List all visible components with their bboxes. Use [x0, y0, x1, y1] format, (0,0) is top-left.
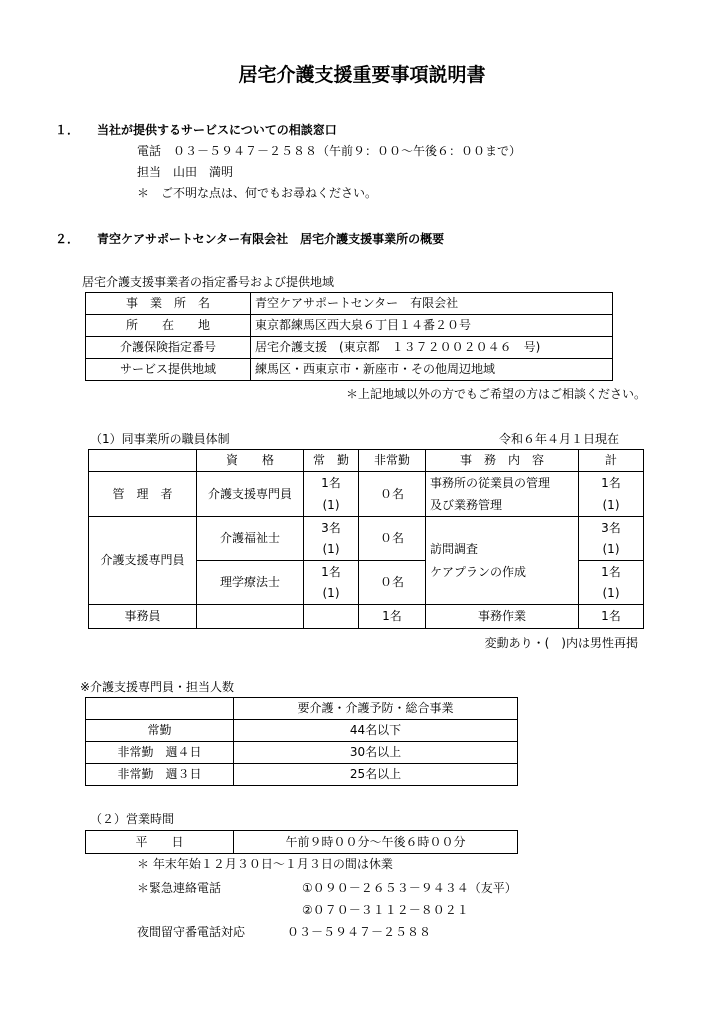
- manager-fulltime-male: (1): [322, 497, 340, 512]
- caseload-row: [86, 720, 518, 742]
- header-parttime: 非常勤: [359, 450, 426, 472]
- caseload-table: [85, 697, 518, 786]
- holiday-note: ＊ 年末年始１２月３０日～１月３日の間は休業: [137, 857, 393, 871]
- clerk-qualification: [197, 605, 304, 629]
- caseload-label-fulltime: 常勤: [86, 720, 234, 742]
- office-label-area: サービス提供地域: [86, 359, 251, 381]
- staff-caption: （1）同事業所の職員体制: [90, 432, 230, 446]
- section-2-heading: 青空ケアサポートセンター有限会社 居宅介護支援事業所の概要: [97, 232, 445, 246]
- manager-total: 1名: [601, 475, 621, 490]
- staff-date: 令和６年４月１日現在: [498, 432, 619, 446]
- office-value-name: 青空ケアサポートセンター 有限会社: [251, 293, 613, 315]
- header-total: 計: [579, 450, 644, 472]
- caseload-value-part4: 30名以上: [234, 742, 518, 764]
- specialist-parttime-1: ０名: [359, 517, 426, 561]
- office-label-number: 介護保険指定番号: [86, 337, 251, 359]
- emergency-label: ＊緊急連絡電話: [137, 881, 222, 895]
- office-value-area: 練馬区・西東京市・新座市・その他周辺地域: [251, 359, 613, 381]
- section-1-number: １．: [55, 123, 80, 137]
- staff-row-specialist-1: [89, 517, 644, 561]
- caseload-row: [86, 764, 518, 786]
- staff-table: [88, 449, 644, 629]
- section-1-heading: 当社が提供するサービスについての相談窓口: [97, 123, 337, 137]
- hours-label: 平 日: [86, 831, 234, 854]
- office-table: [85, 292, 613, 381]
- staff-header-row: [89, 450, 644, 472]
- manager-parttime: ０名: [359, 472, 426, 517]
- hours-value: 午前９時００分～午後６時００分: [234, 831, 518, 854]
- caseload-header: 要介護・介護予防・総合事業: [234, 698, 518, 720]
- caseload-label-part4: 非常勤 週４日: [86, 742, 234, 764]
- specialist-total-male-2: (1): [602, 586, 620, 601]
- emergency-phone-2: ②０７０－３１１２－８０２１: [302, 903, 469, 917]
- clerk-parttime: 1名: [359, 605, 426, 629]
- page-title: 居宅介護支援重要事項説明書: [238, 64, 486, 86]
- clerk-fulltime: [304, 605, 359, 629]
- specialist-duty-2: ケアプランの作成: [430, 564, 527, 579]
- manager-total-male: (1): [602, 497, 620, 512]
- caseload-row: [86, 742, 518, 764]
- caseload-value-fulltime: 44名以下: [234, 720, 518, 742]
- manager-role: 管 理 者: [89, 472, 197, 517]
- header-fulltime: 常 勤: [304, 450, 359, 472]
- specialist-parttime-2: ０名: [359, 561, 426, 605]
- manager-qualification: 介護支援専門員: [197, 472, 304, 517]
- section-2-number: ２．: [55, 232, 80, 246]
- office-value-address: 東京都練馬区西大泉６丁目１４番２０号: [251, 315, 613, 337]
- office-value-number: 居宅介護支援 (東京都 １３７２００２０４６ 号): [251, 337, 613, 359]
- contact-phone: 電話 ０３－５９４７－２５８８（午前９：００～午後６：００まで）: [137, 144, 522, 158]
- office-row: [86, 315, 613, 337]
- night-phone: ０３－５９４７－２５８８: [287, 925, 432, 939]
- night-label: 夜間留守番電話対応: [137, 925, 246, 939]
- hours-row: [86, 831, 518, 854]
- contact-note: ＊ ご不明な点は、何でもお尋ねください。: [137, 186, 378, 200]
- hours-caption: （２）営業時間: [90, 812, 175, 826]
- manager-fulltime: 1名: [321, 475, 341, 490]
- office-row: [86, 337, 613, 359]
- header-duties: 事 務 内 容: [426, 450, 579, 472]
- office-caption: 居宅介護支援事業者の指定番号および提供地域: [82, 275, 335, 289]
- specialist-duty-1: 訪問調査: [430, 542, 479, 557]
- specialist-fulltime-male-1: (1): [322, 542, 340, 557]
- office-label-name: 事 業 所 名: [86, 293, 251, 315]
- specialist-fulltime-male-2: (1): [322, 586, 340, 601]
- clerk-duty: 事務作業: [426, 605, 579, 629]
- emergency-phone-1: ①０９０－２６５３－９４３４（友平）: [302, 881, 517, 895]
- manager-duty-2: 及び業務管理: [430, 497, 503, 512]
- specialist-qualification-1: 介護福祉士: [197, 517, 304, 561]
- staff-note: 変動あり・( )内は男性再掲: [484, 636, 638, 650]
- manager-duty-1: 事務所の従業員の管理: [430, 475, 551, 490]
- staff-row-manager: [89, 472, 644, 517]
- specialist-fulltime-1: 3名: [321, 520, 341, 535]
- caseload-caption: ※介護支援専門員・担当人数: [80, 680, 235, 694]
- office-row: [86, 293, 613, 315]
- header-qualification: 資 格: [197, 450, 304, 472]
- caseload-value-part3: 25名以上: [234, 764, 518, 786]
- office-label-address: 所 在 地: [86, 315, 251, 337]
- office-row: [86, 359, 613, 381]
- contact-person: 担当 山田 満明: [137, 165, 234, 179]
- specialist-total-1: 3名: [601, 520, 621, 535]
- specialist-fulltime-2: 1名: [321, 564, 341, 579]
- caseload-label-part3: 非常勤 週３日: [86, 764, 234, 786]
- clerk-total: 1名: [579, 605, 644, 629]
- specialist-qualification-2: 理学療法士: [197, 561, 304, 605]
- specialist-total-male-1: (1): [602, 542, 620, 557]
- office-note: ＊上記地域以外の方でもご希望の方はご相談ください。: [345, 387, 646, 401]
- caseload-header-row: [86, 698, 518, 720]
- clerk-role: 事務員: [89, 605, 197, 629]
- specialist-total-2: 1名: [601, 564, 621, 579]
- specialist-role: 介護支援専門員: [89, 517, 197, 605]
- staff-row-clerk: [89, 605, 644, 629]
- hours-table: [85, 830, 518, 854]
